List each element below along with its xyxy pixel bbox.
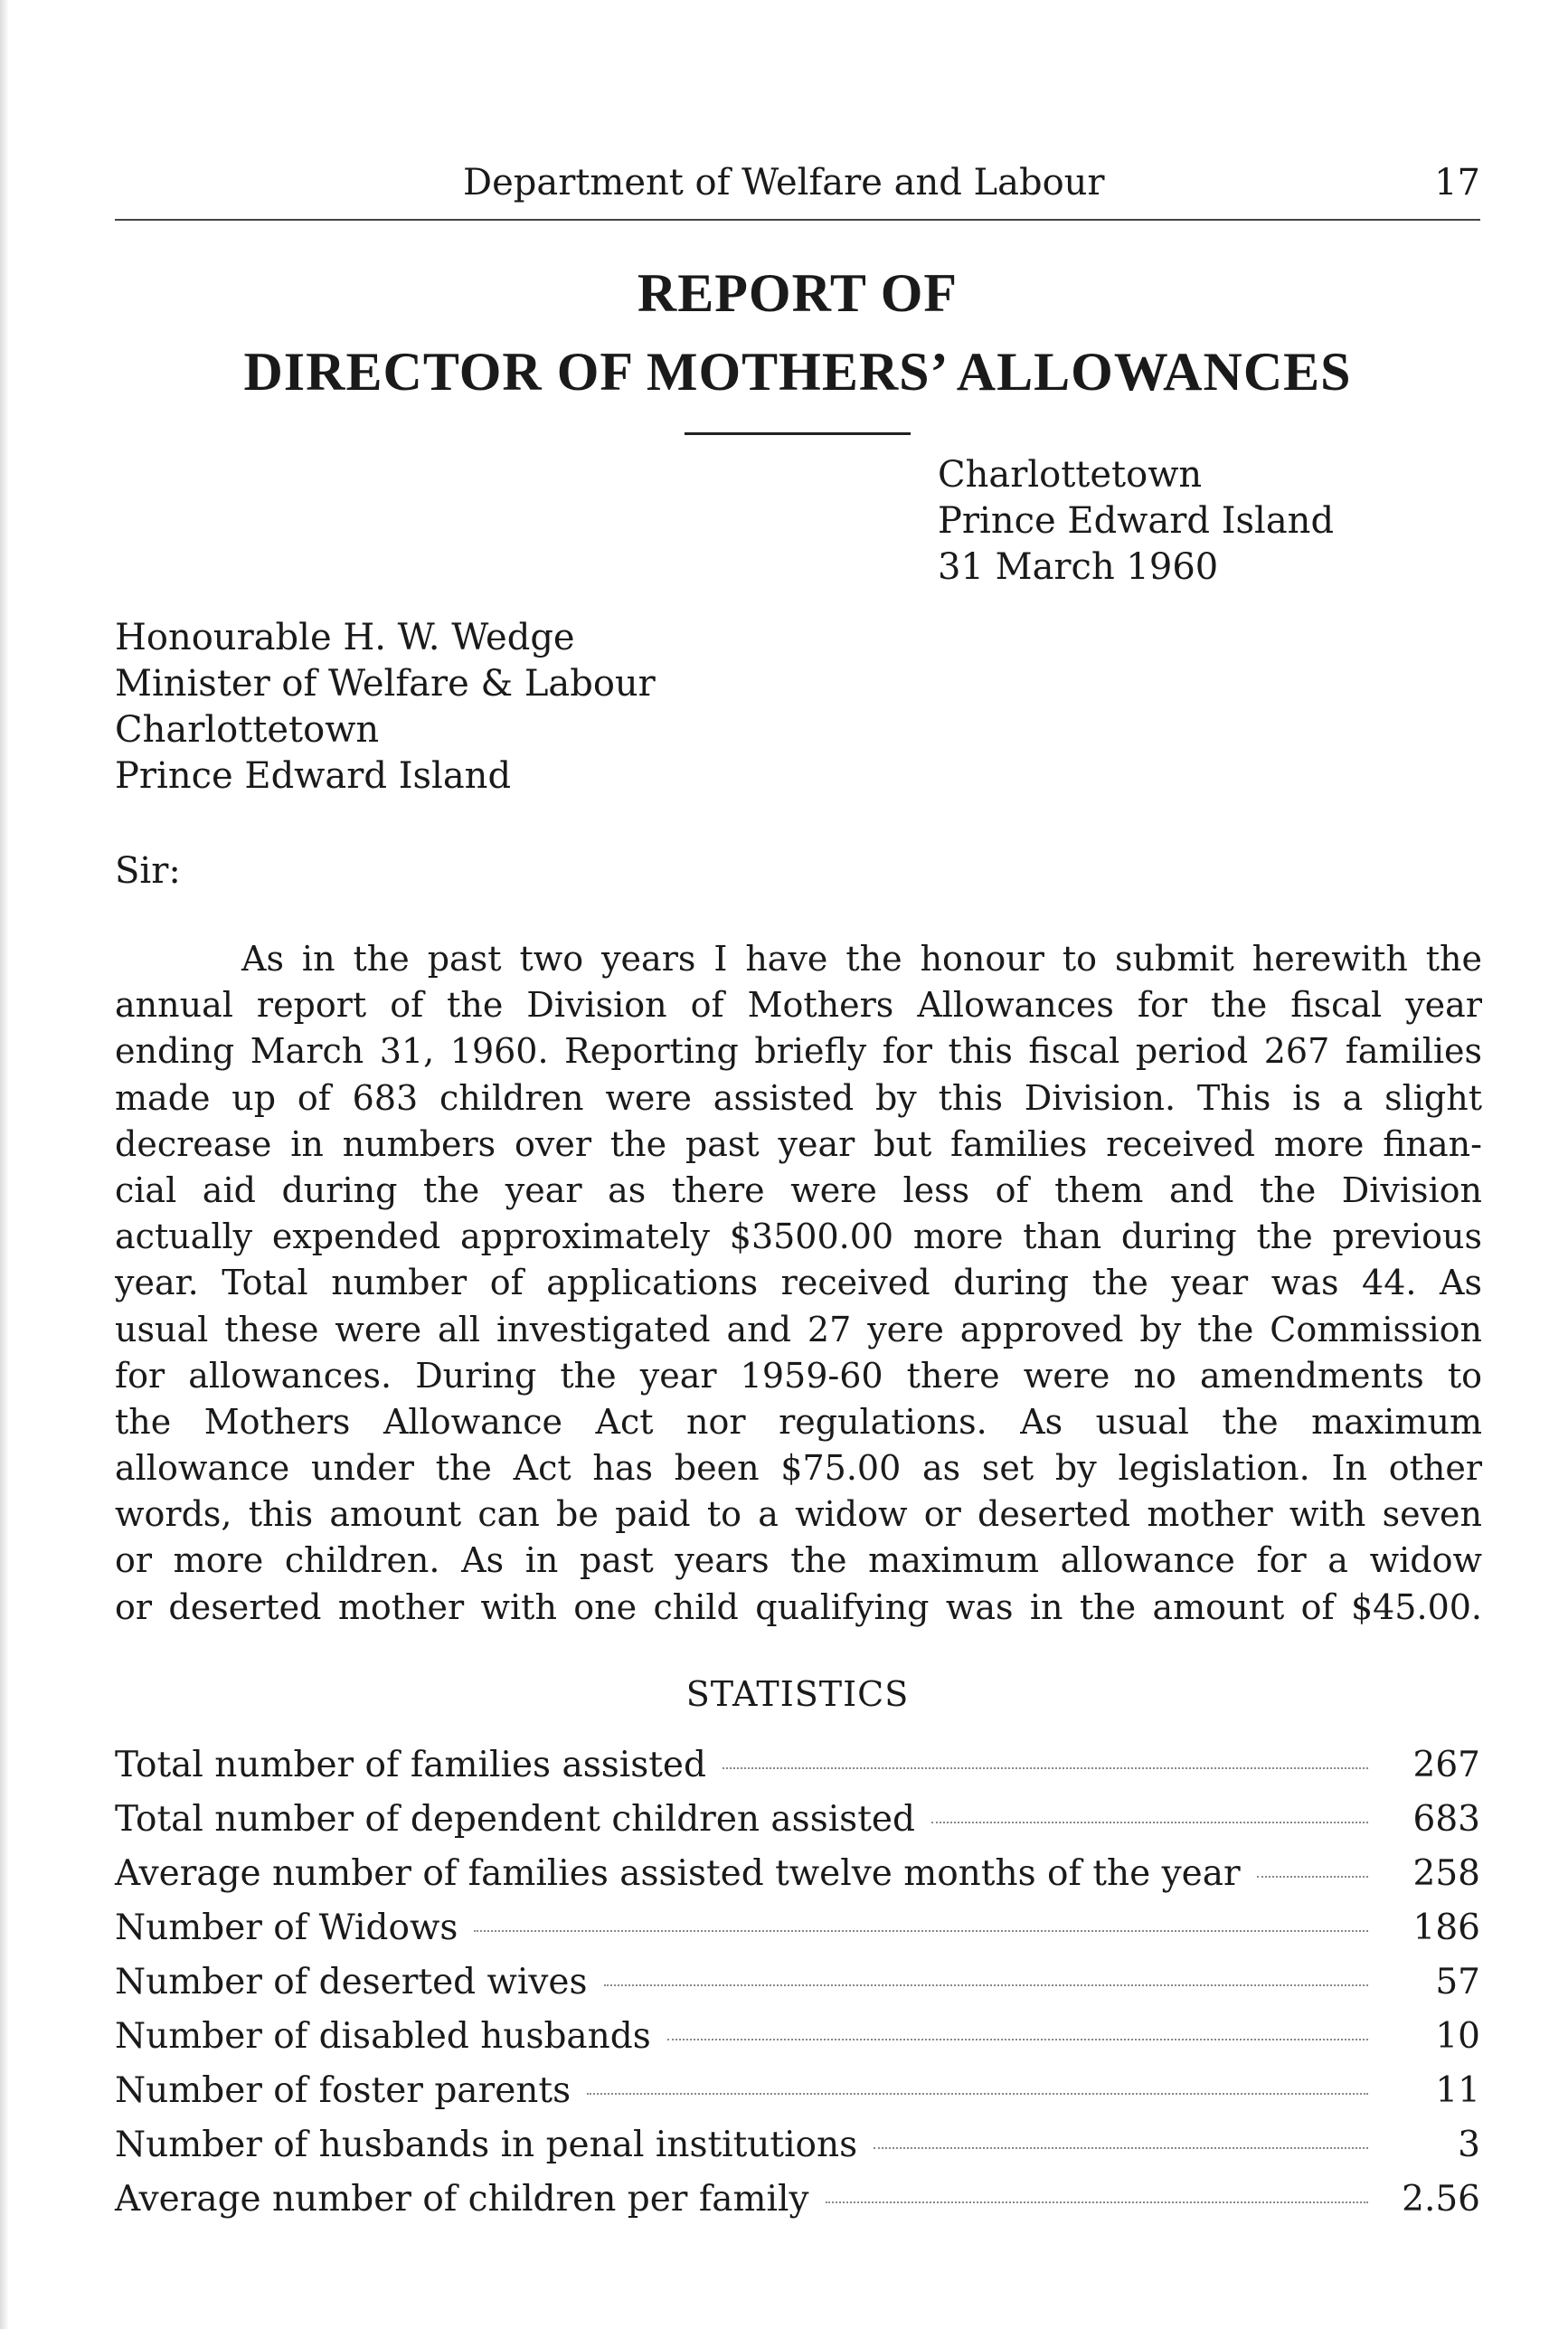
stat-row <box>115 2173 1480 2227</box>
page-number: 17 <box>1434 162 1480 204</box>
stat-value: 10 <box>1435 2016 1480 2057</box>
stat-label: Number of deserted wives <box>115 1962 588 2002</box>
running-title: Department of Welfare and Labour <box>463 162 1105 204</box>
statistics-table <box>115 1738 1480 2227</box>
body-line: cial aid during the year as there were less of them and the Division <box>115 1169 1482 1210</box>
body-line: the Mothers Allowance Act nor regulations. As usual the maximum <box>115 1401 1482 1442</box>
stat-value: 57 <box>1435 1962 1480 2002</box>
stat-value: 186 <box>1412 1908 1480 1948</box>
stat-row <box>115 1901 1480 1955</box>
body-line: decrease in numbers over the past year but families received more finan- <box>115 1123 1482 1164</box>
stat-value: 258 <box>1412 1853 1480 1894</box>
addressee-name: Honourable H. W. Wedge <box>115 617 575 658</box>
stat-row <box>115 1793 1480 1847</box>
stat-label: Number of disabled husbands <box>115 2016 651 2057</box>
dot-leader <box>874 2147 1368 2149</box>
body-line: As in the past two years I have the honour to submit herewith the <box>241 939 1482 979</box>
dateline-city: Charlottetown <box>938 454 1203 496</box>
stat-row <box>115 2064 1480 2118</box>
stat-label: Total number of families assisted <box>115 1745 706 1785</box>
salutation: Sir: <box>115 850 181 892</box>
stat-label: Average number of children per family <box>115 2179 809 2220</box>
dateline-date: 31 March 1960 <box>938 546 1219 588</box>
header-rule <box>115 219 1480 221</box>
body-line: usual these were all investigated and 27 yere approved by the Commission <box>115 1309 1482 1349</box>
addressee-title: Minister of Welfare & Labour <box>115 663 656 705</box>
body-line: ending March 31, 1960. Reporting briefly for this fiscal period 267 families <box>115 1031 1482 1072</box>
stat-row <box>115 1738 1480 1793</box>
stat-row <box>115 1955 1480 2010</box>
dot-leader <box>723 1767 1368 1769</box>
body-line: annual report of the Division of Mothers Allowances for the fiscal year <box>115 985 1482 1026</box>
stat-label: Number of foster parents <box>115 2070 571 2111</box>
dateline-province: Prince Edward Island <box>938 500 1335 542</box>
stat-label: Average number of families assisted twelve months of the year <box>115 1853 1241 1894</box>
addressee-block <box>115 615 656 800</box>
dot-leader <box>604 1984 1368 1986</box>
stat-label: Number of husbands in penal institutions <box>115 2125 858 2165</box>
dot-leader <box>826 2201 1369 2203</box>
statistics-heading: STATISTICS <box>685 1674 910 1714</box>
stat-label: Total number of dependent children assisted <box>115 1799 915 1840</box>
body-line: for allowances. During the year 1959-60 there were no amendments to <box>115 1355 1482 1396</box>
body-line: allowance under the Act has been $75.00 as set by legislation. In other <box>115 1448 1482 1489</box>
stat-row <box>115 1847 1480 1901</box>
dot-leader <box>474 1930 1368 1932</box>
stat-label: Number of Widows <box>115 1908 458 1948</box>
body-line: actually expended approximately $3500.00 more than during the previous <box>115 1217 1482 1257</box>
body-line: or deserted mother with one child qualifying was in the amount of $45.00. <box>115 1586 1482 1627</box>
report-title-line-1: REPORT OF <box>637 263 959 323</box>
stat-value: 2.56 <box>1402 2179 1480 2220</box>
dateline <box>938 452 1334 591</box>
body-line: made up of 683 children were assisted by this Division. This is a slight <box>115 1077 1482 1118</box>
body-line: year. Total number of applications received during the year was 44. As <box>115 1263 1482 1303</box>
stat-value: 3 <box>1458 2125 1480 2165</box>
body-line: words, this amount can be paid to a widow or deserted mother with seven <box>115 1494 1482 1535</box>
report-title-line-2: DIRECTOR OF MOTHERS’ ALLOWANCES <box>243 342 1352 402</box>
body-paragraph <box>115 936 1482 1631</box>
dot-leader <box>587 2093 1368 2095</box>
stat-row <box>115 2118 1480 2173</box>
page-edge-shadow <box>0 0 9 2329</box>
dot-leader <box>931 1822 1368 1823</box>
stat-value: 683 <box>1412 1799 1480 1840</box>
dot-leader <box>1257 1876 1368 1878</box>
addressee-province: Prince Edward Island <box>115 755 512 797</box>
running-header <box>115 156 1480 210</box>
stat-value: 11 <box>1435 2070 1480 2111</box>
stat-row <box>115 2010 1480 2064</box>
title-rule <box>685 432 911 435</box>
body-line: or more children. As in past years the maximum allowance for a widow <box>115 1540 1482 1581</box>
dot-leader <box>667 2039 1368 2040</box>
addressee-city: Charlottetown <box>115 709 380 751</box>
stat-value: 267 <box>1412 1745 1480 1785</box>
